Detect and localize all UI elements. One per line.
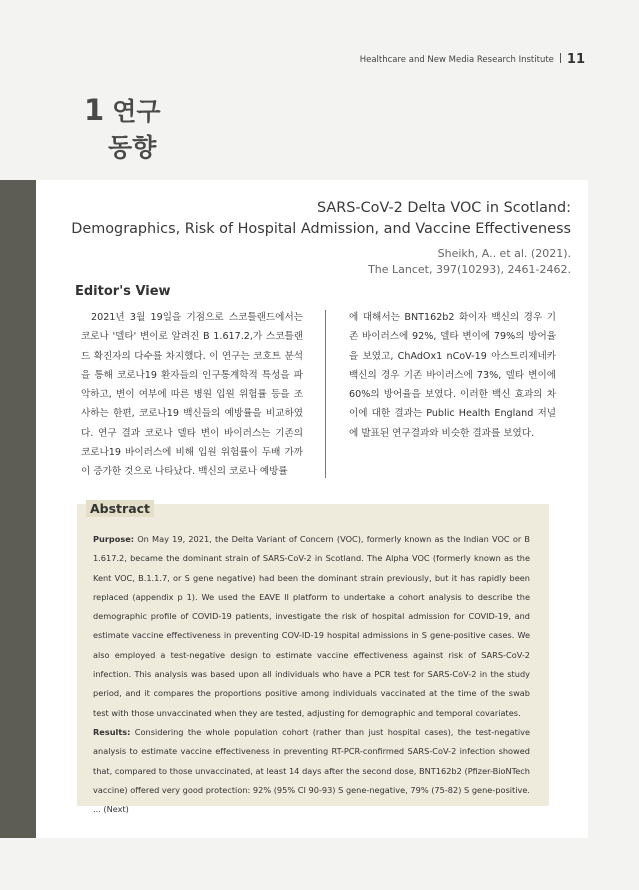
- section-number: 1: [84, 93, 105, 127]
- article-title: [71, 198, 571, 240]
- section-title-line2: 동향: [108, 133, 157, 162]
- institute-name: Healthcare and New Media Research Institute: [359, 55, 554, 65]
- abstract-results: [93, 723, 530, 819]
- section-title-line1: 연구: [112, 97, 161, 126]
- article-title-line2: Demographics, Risk of Hospital Admission, and Vaccine Effectiveness: [71, 221, 571, 237]
- abstract-purpose: [93, 530, 530, 723]
- page-number: 11: [566, 52, 585, 67]
- results-label: Results:: [93, 726, 131, 737]
- section-title: [84, 94, 161, 164]
- editors-view-right-column: [349, 308, 556, 443]
- column-divider: [325, 310, 326, 478]
- header-divider: [560, 53, 561, 63]
- article-title-line1: SARS-CoV-2 Delta VOC in Scotland:: [317, 200, 571, 216]
- editors-view-left-text: 2021년 3월 19일을 기점으로 스코틀랜드에서는 코로나 '델타' 변이로 알려진 B 1.617.2,가 스코틀랜드 확진자의 다수를 차지했다. 이 연구는 코호트 분석을 통해 코로나19 환자들의 인구통계학적 특성을 파악하고, 변이 여부에 따른 병원 입원 위험률 등을 조사하는 한편, 코로나19 백신들의 예방률을 비교하였다. 연구 결과 코로나 델타 변이 바이러스는 기존의 코로나19 바이러스에 비해 입원 위험률이 두배 가까이 증가한 것으로 나타났다. 백신의 코로나 예방률: [81, 312, 303, 478]
- running-header: [360, 52, 585, 67]
- abstract-body: [93, 530, 530, 819]
- article-citation: [368, 246, 571, 278]
- purpose-label: Purpose:: [93, 534, 135, 544]
- results-text: Considering the whole population cohort (rather than just hospital cases), the test-negative analysis to estimate vaccine effectiveness in preventing RT-PCR-confirmed SARS-CoV-2 infection showed that, compared to those unvaccinated, at least 14 days after the second dose, BNT162b2 (Pfizer-BioNTech vaccine) offered very good protection: 92% (95% CI 90-93) S gene-negative, 79% (75-82) S gene-positive. ... (Next): [93, 726, 530, 815]
- side-accent-bar: [0, 180, 36, 838]
- editors-view-left-column: [81, 308, 303, 482]
- abstract-heading: Abstract: [86, 500, 154, 517]
- citation-authors: Sheikh, A.. et al. (2021).: [437, 247, 571, 260]
- purpose-text: On May 19, 2021, the Delta Variant of Concern (VOC), formerly known as the Indian VOC or B 1.617.2, became the dominant strain of SARS-CoV-2 in Scotland. The Alpha VOC (formerly known as the Kent VOC, B.1.1.7, or S gene negative) had been the dominant strain previously, but it has rapidly been replaced (appendix p 1). We used the EAVE II platform to undertake a cohort analysis to describe the demographic profile of COVID-19 patients, investigate the risk of hospital admission for COVID-19, and estimate vaccine effectiveness in preventing COV-ID-19 hospital admissions in S gene-positive cases. We also employed a test-negative design to estimate vaccine effectiveness against risk of SARS-CoV-2 infection. This analysis was based upon all individuals who have a PCR test for SARS-CoV-2 in the study period, and it compares the proportions positive among individuals vaccinated at the time of the swab test with those unvaccinated when they are tested, adjusting for demographic and temporal covariates.: [93, 534, 530, 718]
- editors-view-right-text: 에 대해서는 BNT162b2 화이자 백신의 경우 기존 바이러스에 92%, 델타 변이에 79%의 방어율을 보였고, ChAdOx1 nCoV-19 아스트리제네카 백신의 경우 기존 바이러스에 73%, 델타 변이에 60%의 방어율을 보였다. 이러한 백신 효과의 차이에 대한 결과는 Public Health England 저널에 발표된 연구결과와 비슷한 결과를 보였다.: [349, 312, 556, 439]
- editors-view-heading: Editor's View: [75, 284, 171, 299]
- citation-journal: The Lancet, 397(10293), 2461-2462.: [368, 263, 571, 276]
